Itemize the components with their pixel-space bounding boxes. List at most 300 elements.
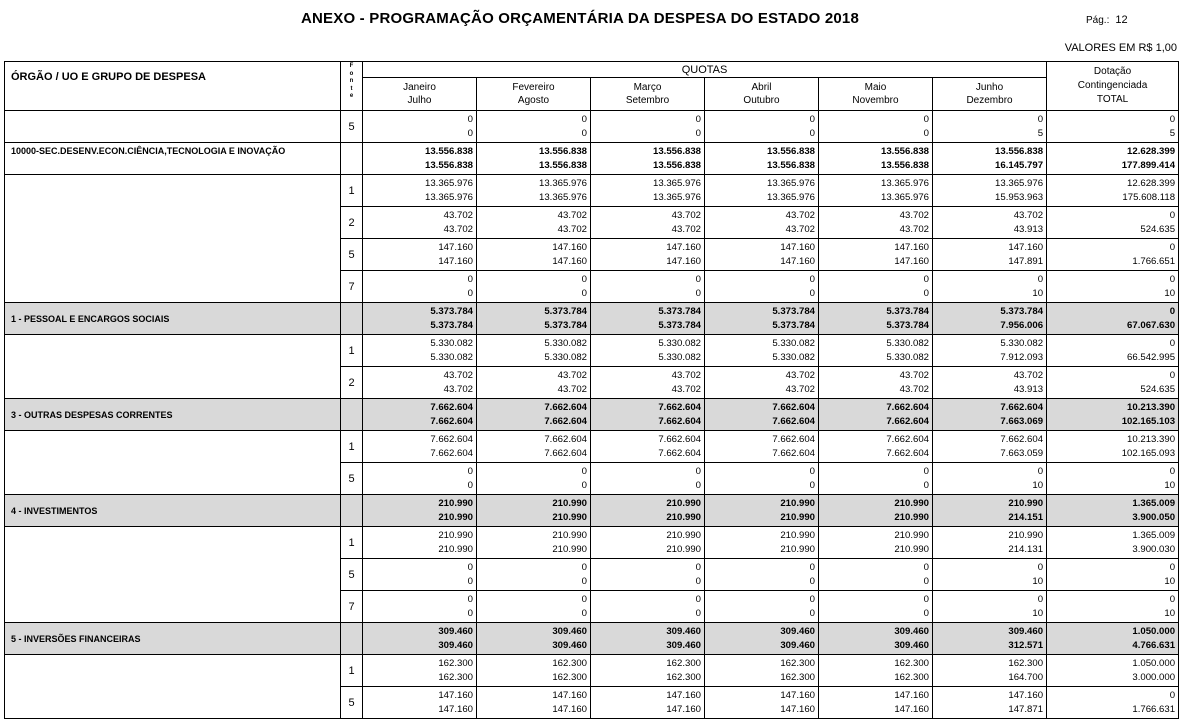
value-top: 210.990 <box>666 530 701 541</box>
value-bottom: 43.702 <box>671 223 701 235</box>
value-top: 5.330.082 <box>544 338 587 349</box>
value-top: 10.213.390 <box>1127 402 1176 413</box>
value-bottom: 147.160 <box>780 255 815 267</box>
value-bottom: 210.990 <box>438 543 473 555</box>
month-value-cell <box>933 207 1047 239</box>
month-first-semester: Fevereiro <box>512 82 555 93</box>
value-bottom: 1.766.651 <box>1132 255 1176 267</box>
month-value-cell <box>705 559 819 591</box>
value-top: 0 <box>923 274 929 285</box>
month-value-cell <box>819 623 933 655</box>
value-top: 0 <box>1169 210 1176 221</box>
month-value-cell <box>363 207 477 239</box>
value-top: 162.300 <box>438 658 473 669</box>
value-top: 0 <box>467 466 473 477</box>
month-value-cell <box>477 655 591 687</box>
value-top: 7.662.604 <box>886 402 929 413</box>
value-bottom: 147.160 <box>894 703 929 715</box>
fonte-letter: F <box>349 63 354 69</box>
group-row <box>5 399 1179 431</box>
value-bottom: 5.330.082 <box>430 351 473 363</box>
fonte-letter: t <box>350 85 353 92</box>
value-bottom: 7.662.604 <box>544 415 587 427</box>
total-value-cell <box>1047 655 1179 687</box>
value-bottom: 210.990 <box>438 511 473 523</box>
value-top: 147.160 <box>894 690 929 701</box>
fonte-cell: 2 <box>341 207 363 239</box>
month-value-cell <box>933 367 1047 399</box>
value-top: 0 <box>581 114 587 125</box>
month-value-cell <box>705 399 819 431</box>
value-bottom: 10 <box>1032 607 1044 619</box>
value-bottom: 147.160 <box>552 703 587 715</box>
month-value-cell <box>477 303 591 335</box>
value-bottom: 164.700 <box>1008 671 1044 683</box>
month-value-cell <box>933 143 1047 175</box>
fonte-cell <box>341 623 363 655</box>
value-bottom: 312.571 <box>1008 639 1044 651</box>
month-value-cell <box>477 431 591 463</box>
fonte-cell <box>341 495 363 527</box>
value-bottom: 210.990 <box>894 543 929 555</box>
fonte-cell: 5 <box>341 687 363 719</box>
value-top: 0 <box>1169 242 1176 253</box>
month-value-cell <box>591 559 705 591</box>
value-top: 210.990 <box>780 498 815 509</box>
month-value-cell <box>363 367 477 399</box>
value-top: 309.460 <box>894 626 929 637</box>
value-bottom: 0 <box>809 287 815 299</box>
month-value-cell <box>819 175 933 207</box>
value-bottom: 309.460 <box>894 639 929 651</box>
total-value-cell <box>1047 495 1179 527</box>
org-cell: 5 - INVERSÕES FINANCEIRAS <box>5 623 341 655</box>
value-bottom: 0 <box>923 287 929 299</box>
month-value-cell <box>819 111 933 143</box>
value-top: 309.460 <box>552 626 587 637</box>
value-bottom: 7.662.604 <box>658 415 701 427</box>
month-value-cell <box>819 335 933 367</box>
fonte-cell <box>341 303 363 335</box>
month-value-cell <box>819 495 933 527</box>
value-bottom: 524.635 <box>1140 383 1176 395</box>
month-first-semester: Junho <box>975 82 1004 93</box>
value-top: 0 <box>581 562 587 573</box>
value-top: 43.702 <box>443 370 473 381</box>
budget-table <box>4 61 1179 719</box>
fonte-row <box>5 527 1179 559</box>
month-value-cell <box>591 655 705 687</box>
value-top: 210.990 <box>894 530 929 541</box>
value-bottom: 147.160 <box>780 703 815 715</box>
value-top: 0 <box>809 562 815 573</box>
value-bottom: 5 <box>1037 127 1044 139</box>
value-bottom: 3.000.000 <box>1132 671 1176 683</box>
value-top: 0 <box>1169 274 1176 285</box>
value-bottom: 3.900.030 <box>1132 543 1176 555</box>
value-bottom: 43.913 <box>1013 223 1044 235</box>
value-top: 43.702 <box>671 210 701 221</box>
total-value-cell <box>1047 207 1179 239</box>
value-top: 5.373.784 <box>772 306 815 317</box>
value-top: 10.213.390 <box>1127 434 1176 445</box>
month-value-cell <box>933 623 1047 655</box>
value-bottom: 162.300 <box>894 671 929 683</box>
value-top: 1.365.009 <box>1132 498 1176 509</box>
month-value-cell <box>705 303 819 335</box>
month-second-semester: Setembro <box>625 95 670 106</box>
value-bottom: 43.702 <box>443 223 473 235</box>
month-header <box>819 78 933 111</box>
month-value-cell <box>591 111 705 143</box>
org-cell-empty <box>5 431 341 495</box>
value-bottom: 162.300 <box>666 671 701 683</box>
month-value-cell <box>477 271 591 303</box>
value-top: 43.702 <box>899 370 929 381</box>
value-top: 0 <box>1169 594 1176 605</box>
dotacao-line-1: Dotação <box>1093 66 1132 77</box>
total-value-cell <box>1047 143 1179 175</box>
value-top: 43.702 <box>785 370 815 381</box>
value-bottom: 0 <box>923 127 929 139</box>
value-bottom: 0 <box>695 287 701 299</box>
month-value-cell <box>477 591 591 623</box>
value-top: 147.160 <box>780 690 815 701</box>
value-bottom: 13.365.976 <box>766 191 815 203</box>
value-bottom: 214.131 <box>1008 543 1044 555</box>
value-top: 0 <box>809 594 815 605</box>
value-top: 0 <box>467 114 473 125</box>
value-top: 0 <box>1169 562 1176 573</box>
value-top: 0 <box>581 466 587 477</box>
fonte-cell: 2 <box>341 367 363 399</box>
value-top: 43.702 <box>1013 370 1044 381</box>
value-bottom: 5.330.082 <box>658 351 701 363</box>
value-top: 5.330.082 <box>1000 338 1044 349</box>
value-top: 0 <box>923 594 929 605</box>
value-bottom: 147.891 <box>1008 255 1044 267</box>
value-top: 210.990 <box>780 530 815 541</box>
value-top: 7.662.604 <box>658 402 701 413</box>
value-bottom: 43.702 <box>785 223 815 235</box>
fonte-cell: 5 <box>341 559 363 591</box>
value-top: 0 <box>809 466 815 477</box>
value-top: 309.460 <box>438 626 473 637</box>
value-bottom: 162.300 <box>438 671 473 683</box>
total-value-cell <box>1047 623 1179 655</box>
value-top: 12.628.399 <box>1127 146 1176 157</box>
value-bottom: 1.766.631 <box>1132 703 1176 715</box>
currency-note: VALORES EM R$ 1,00 <box>1064 42 1177 54</box>
fonte-cell: 5 <box>341 111 363 143</box>
month-value-cell <box>591 175 705 207</box>
month-value-cell <box>591 623 705 655</box>
value-top: 43.702 <box>557 370 587 381</box>
value-top: 5.330.082 <box>772 338 815 349</box>
month-value-cell <box>591 527 705 559</box>
month-value-cell <box>819 591 933 623</box>
month-second-semester: Novembro <box>852 95 899 106</box>
value-bottom: 10 <box>1032 575 1044 587</box>
value-top: 1.050.000 <box>1132 626 1176 637</box>
month-value-cell <box>705 335 819 367</box>
value-top: 162.300 <box>1008 658 1044 669</box>
month-value-cell <box>591 431 705 463</box>
value-top: 210.990 <box>666 498 701 509</box>
value-bottom: 0 <box>695 607 701 619</box>
value-bottom: 10 <box>1164 607 1176 619</box>
month-value-cell <box>363 527 477 559</box>
value-top: 147.160 <box>438 690 473 701</box>
value-top: 13.556.838 <box>766 146 815 157</box>
month-value-cell <box>933 239 1047 271</box>
total-value-cell <box>1047 175 1179 207</box>
month-value-cell <box>819 239 933 271</box>
month-value-cell <box>819 399 933 431</box>
value-bottom: 43.702 <box>443 383 473 395</box>
value-bottom: 162.300 <box>552 671 587 683</box>
value-top: 43.702 <box>557 210 587 221</box>
value-bottom: 5.373.784 <box>430 319 473 331</box>
month-value-cell <box>363 111 477 143</box>
value-top: 13.556.838 <box>995 146 1044 157</box>
group-row <box>5 495 1179 527</box>
value-top: 13.365.976 <box>424 178 473 189</box>
value-bottom: 309.460 <box>438 639 473 651</box>
org-column-header: ÓRGÃO / UO E GRUPO DE DESPESA <box>5 62 341 111</box>
value-bottom: 7.662.604 <box>658 447 701 459</box>
fonte-row <box>5 335 1179 367</box>
value-bottom: 0 <box>923 479 929 491</box>
value-top: 0 <box>809 274 815 285</box>
month-value-cell <box>591 687 705 719</box>
value-top: 0 <box>923 114 929 125</box>
value-top: 147.160 <box>438 242 473 253</box>
month-value-cell <box>477 399 591 431</box>
value-bottom: 0 <box>695 479 701 491</box>
group-row <box>5 143 1179 175</box>
month-value-cell <box>363 463 477 495</box>
quotas-header: QUOTAS <box>363 62 1047 78</box>
value-bottom: 5 <box>1169 127 1176 139</box>
month-value-cell <box>933 527 1047 559</box>
value-bottom: 0 <box>467 287 473 299</box>
group-row <box>5 303 1179 335</box>
month-value-cell <box>705 175 819 207</box>
month-value-cell <box>477 495 591 527</box>
value-top: 162.300 <box>552 658 587 669</box>
value-top: 5.373.784 <box>1000 306 1044 317</box>
value-top: 5.373.784 <box>544 306 587 317</box>
month-value-cell <box>705 527 819 559</box>
value-top: 147.160 <box>894 242 929 253</box>
month-value-cell <box>591 143 705 175</box>
value-bottom: 13.556.838 <box>424 159 473 171</box>
value-top: 13.365.976 <box>880 178 929 189</box>
org-cell: 4 - INVESTIMENTOS <box>5 495 341 527</box>
month-value-cell <box>705 591 819 623</box>
fonte-cell: 1 <box>341 431 363 463</box>
value-bottom: 0 <box>809 479 815 491</box>
value-bottom: 43.702 <box>899 223 929 235</box>
value-bottom: 210.990 <box>780 543 815 555</box>
value-bottom: 7.663.069 <box>1000 415 1044 427</box>
value-top: 43.702 <box>1013 210 1044 221</box>
month-value-cell <box>363 239 477 271</box>
month-value-cell <box>933 111 1047 143</box>
month-value-cell <box>363 431 477 463</box>
total-value-cell <box>1047 239 1179 271</box>
month-value-cell <box>705 207 819 239</box>
month-value-cell <box>933 271 1047 303</box>
value-top: 0 <box>1169 370 1176 381</box>
value-bottom: 43.702 <box>671 383 701 395</box>
value-top: 13.365.976 <box>995 178 1044 189</box>
value-bottom: 5.330.082 <box>544 351 587 363</box>
value-top: 7.662.604 <box>430 434 473 445</box>
month-value-cell <box>933 431 1047 463</box>
month-value-cell <box>591 335 705 367</box>
total-value-cell <box>1047 271 1179 303</box>
value-top: 5.330.082 <box>886 338 929 349</box>
value-top: 0 <box>1169 466 1176 477</box>
month-value-cell <box>477 527 591 559</box>
value-bottom: 43.702 <box>899 383 929 395</box>
value-bottom: 10 <box>1164 479 1176 491</box>
value-bottom: 66.542.995 <box>1127 351 1176 363</box>
value-bottom: 5.373.784 <box>886 319 929 331</box>
value-bottom: 210.990 <box>894 511 929 523</box>
value-top: 0 <box>581 594 587 605</box>
month-first-semester: Janeiro <box>403 82 436 93</box>
month-value-cell <box>477 239 591 271</box>
fonte-cell: 1 <box>341 655 363 687</box>
month-value-cell <box>363 559 477 591</box>
group-row <box>5 623 1179 655</box>
value-top: 5.373.784 <box>430 306 473 317</box>
month-value-cell <box>933 559 1047 591</box>
total-value-cell <box>1047 591 1179 623</box>
value-bottom: 0 <box>581 127 587 139</box>
value-bottom: 0 <box>923 607 929 619</box>
value-bottom: 4.766.631 <box>1132 639 1176 651</box>
value-top: 210.990 <box>438 498 473 509</box>
value-bottom: 67.067.630 <box>1127 319 1176 331</box>
month-value-cell <box>363 591 477 623</box>
value-bottom: 10 <box>1032 287 1044 299</box>
month-value-cell <box>819 527 933 559</box>
month-value-cell <box>363 175 477 207</box>
value-top: 147.160 <box>1008 242 1044 253</box>
month-value-cell <box>591 495 705 527</box>
value-bottom: 15.953.963 <box>995 191 1044 203</box>
month-value-cell <box>705 143 819 175</box>
value-top: 0 <box>467 274 473 285</box>
value-top: 309.460 <box>666 626 701 637</box>
org-cell: 10000-SEC.DESENV.ECON.CIÊNCIA,TECNOLOGIA E INOVAÇÃO <box>5 143 341 175</box>
value-bottom: 309.460 <box>552 639 587 651</box>
fonte-cell: 1 <box>341 527 363 559</box>
value-bottom: 210.990 <box>552 511 587 523</box>
value-top: 0 <box>695 466 701 477</box>
org-cell: 3 - OUTRAS DESPESAS CORRENTES <box>5 399 341 431</box>
month-value-cell <box>477 559 591 591</box>
value-bottom: 0 <box>467 607 473 619</box>
value-top: 43.702 <box>785 210 815 221</box>
value-top: 147.160 <box>552 690 587 701</box>
value-bottom: 309.460 <box>666 639 701 651</box>
value-bottom: 7.663.059 <box>1000 447 1044 459</box>
value-top: 0 <box>467 594 473 605</box>
fonte-cell: 7 <box>341 271 363 303</box>
month-value-cell <box>933 335 1047 367</box>
page-number: 12 <box>1115 14 1128 26</box>
value-bottom: 7.662.604 <box>430 415 473 427</box>
value-top: 7.662.604 <box>772 402 815 413</box>
value-bottom: 210.990 <box>552 543 587 555</box>
month-value-cell <box>933 399 1047 431</box>
month-value-cell <box>477 207 591 239</box>
value-top: 13.365.976 <box>538 178 587 189</box>
month-value-cell <box>591 303 705 335</box>
month-value-cell <box>705 367 819 399</box>
value-bottom: 0 <box>467 479 473 491</box>
month-value-cell <box>591 239 705 271</box>
value-top: 162.300 <box>780 658 815 669</box>
month-value-cell <box>819 655 933 687</box>
value-bottom: 13.365.976 <box>880 191 929 203</box>
value-top: 0 <box>1037 594 1044 605</box>
value-top: 13.365.976 <box>766 178 815 189</box>
value-top: 0 <box>1037 274 1044 285</box>
dotacao-line-3: TOTAL <box>1096 94 1129 105</box>
month-value-cell <box>477 463 591 495</box>
total-value-cell <box>1047 431 1179 463</box>
value-bottom: 5.373.784 <box>658 319 701 331</box>
month-header <box>477 78 591 111</box>
value-bottom: 147.160 <box>438 703 473 715</box>
value-bottom: 214.151 <box>1008 511 1044 523</box>
month-header <box>933 78 1047 111</box>
value-top: 0 <box>695 594 701 605</box>
month-value-cell <box>705 431 819 463</box>
total-value-cell <box>1047 335 1179 367</box>
value-bottom: 13.556.838 <box>652 159 701 171</box>
value-top: 210.990 <box>438 530 473 541</box>
value-top: 210.990 <box>894 498 929 509</box>
value-bottom: 5.330.082 <box>886 351 929 363</box>
value-top: 5.330.082 <box>658 338 701 349</box>
value-bottom: 3.900.050 <box>1132 511 1176 523</box>
month-value-cell <box>591 207 705 239</box>
org-cell-empty <box>5 111 341 143</box>
page-indicator <box>1086 14 1128 26</box>
value-top: 0 <box>1169 338 1176 349</box>
month-header <box>363 78 477 111</box>
value-top: 5.330.082 <box>430 338 473 349</box>
month-value-cell <box>705 687 819 719</box>
month-value-cell <box>363 623 477 655</box>
total-value-cell <box>1047 687 1179 719</box>
value-top: 147.160 <box>666 690 701 701</box>
value-bottom: 13.556.838 <box>538 159 587 171</box>
value-bottom: 0 <box>467 127 473 139</box>
value-top: 309.460 <box>1008 626 1044 637</box>
value-top: 0 <box>923 562 929 573</box>
total-value-cell <box>1047 463 1179 495</box>
value-top: 12.628.399 <box>1127 178 1176 189</box>
month-value-cell <box>591 591 705 623</box>
